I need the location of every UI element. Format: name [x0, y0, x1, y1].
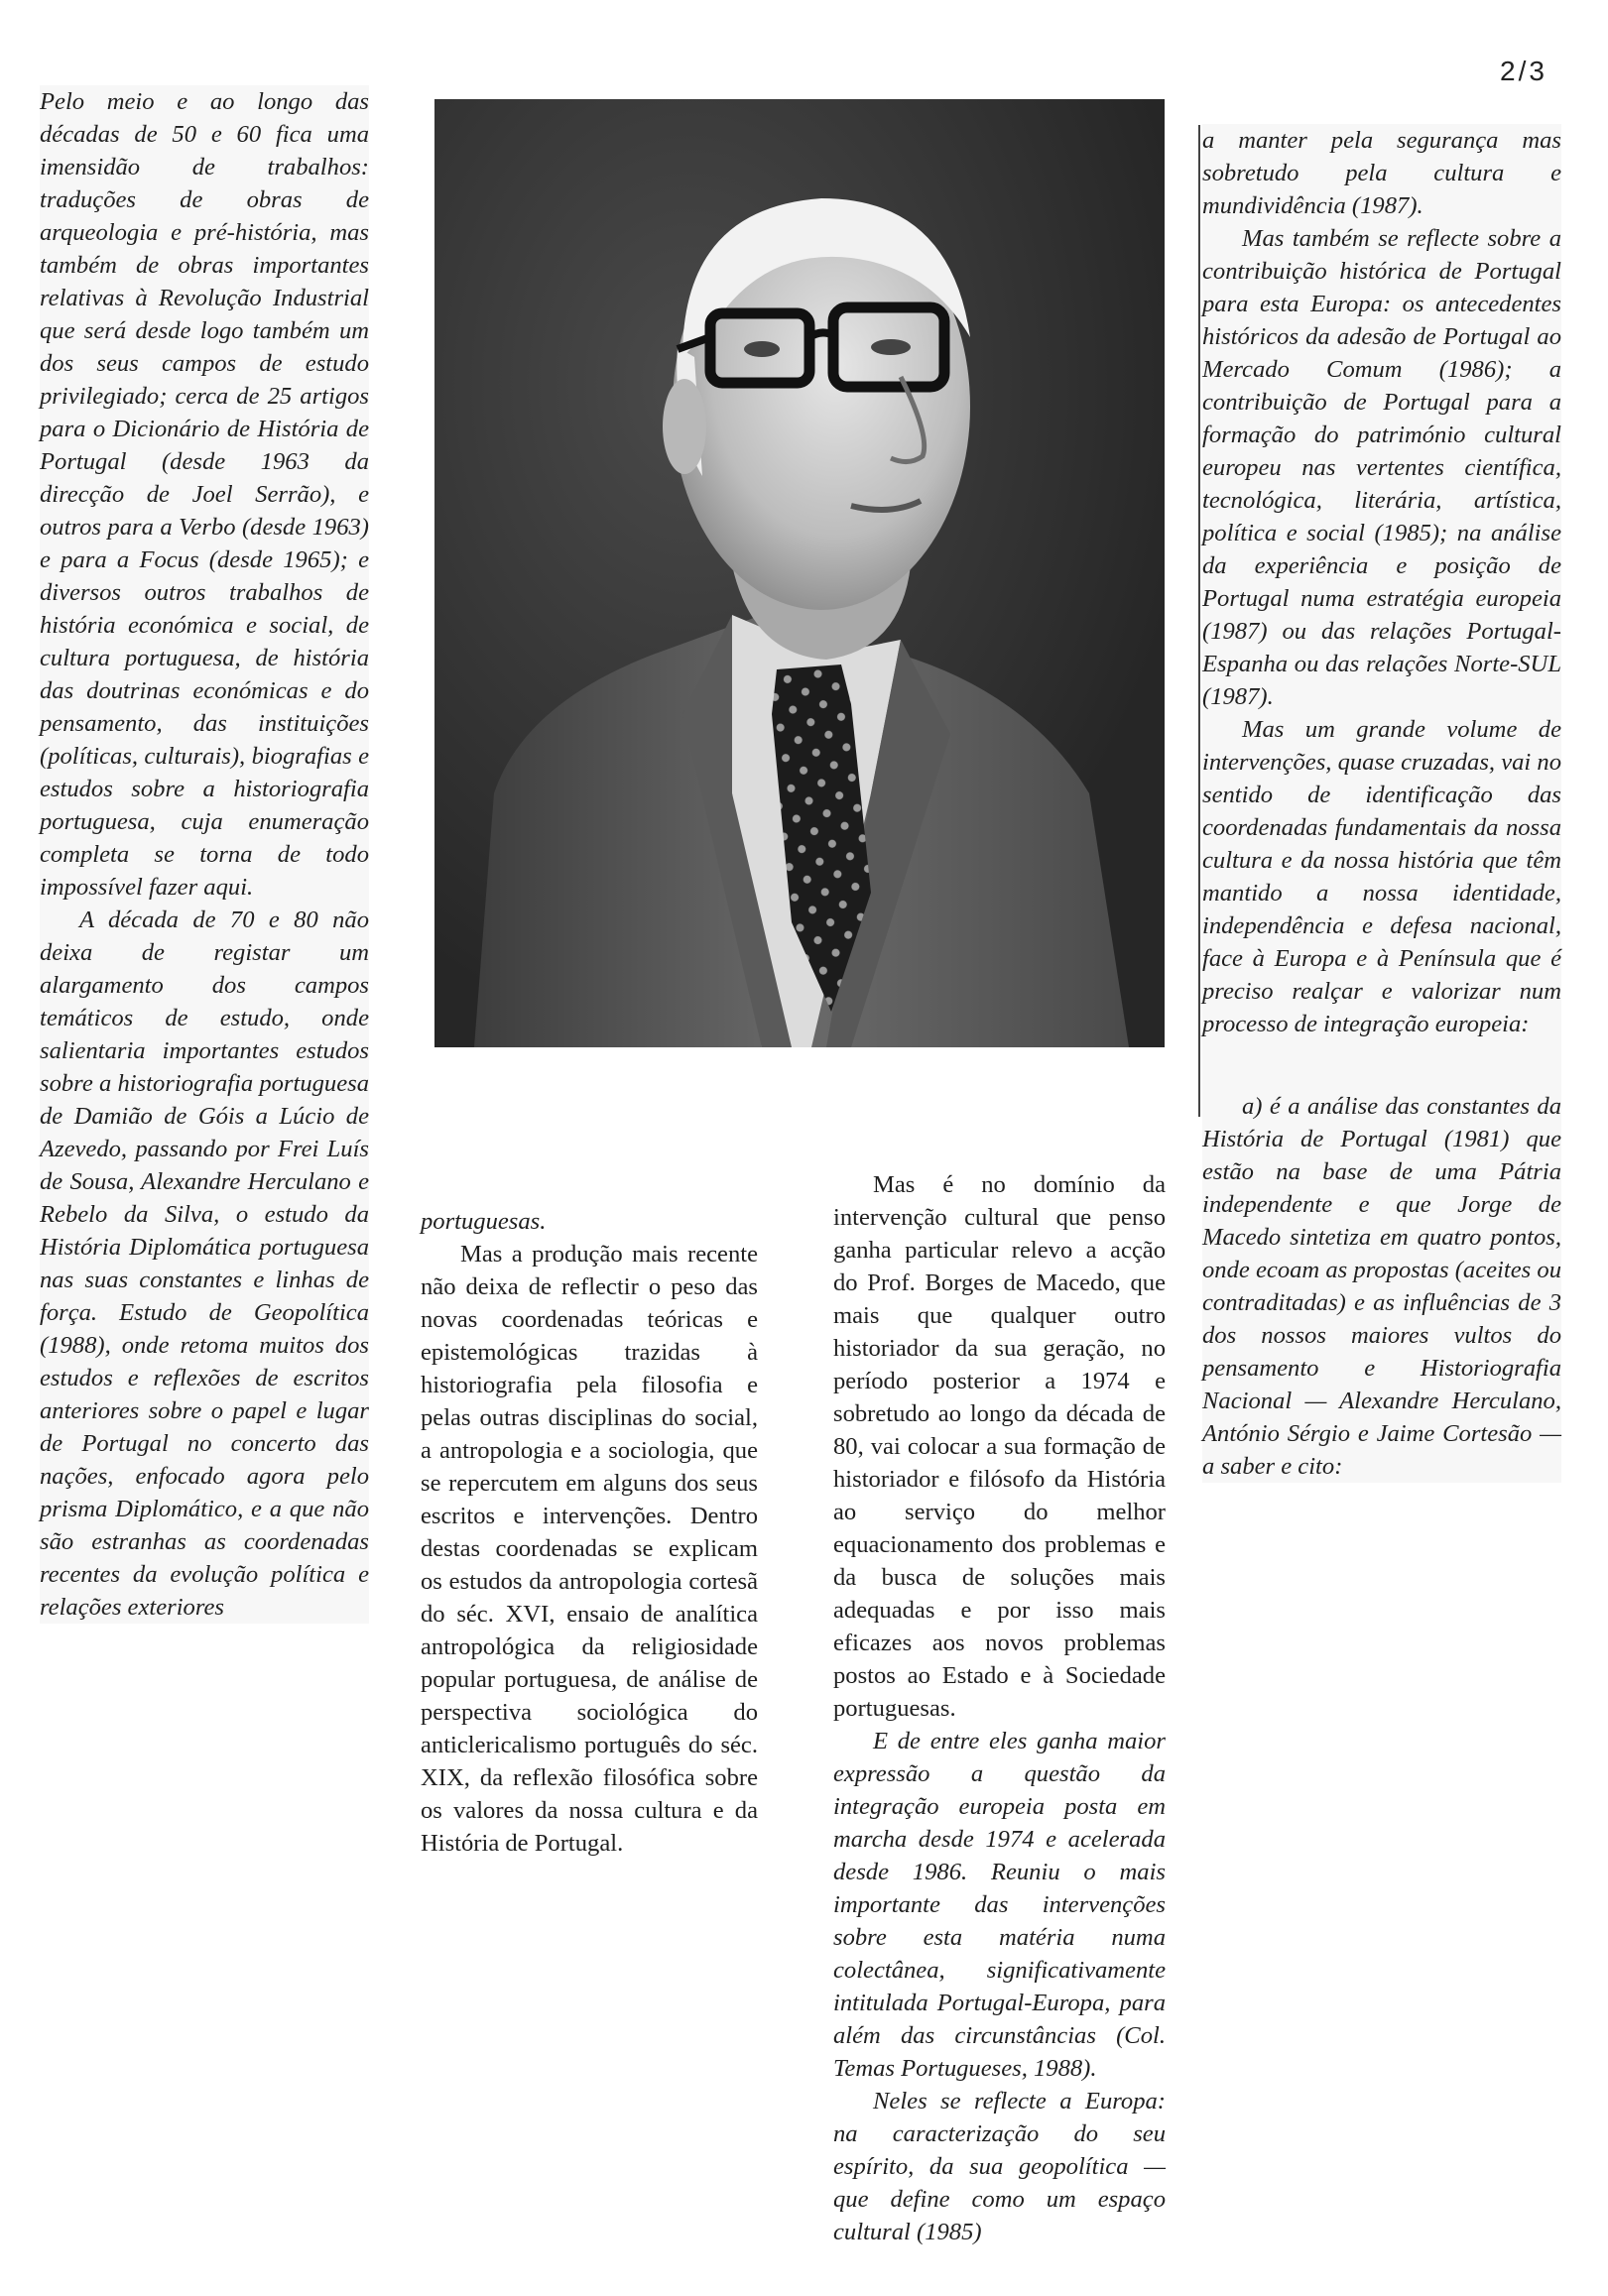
column-divider — [1198, 125, 1200, 1117]
article-column-2 — [421, 1205, 758, 1860]
column4-paragraph-3: Mas um grande volume de intervenções, quase cruzadas, vai no sentido de identificação das coordenadas fundamentais da nossa cultura e da nossa história que têm mantido a nossa identidade, independência e defesa nacional, face à Europa e à Península que é preciso realçar e valorizar num processo de integração europeia: — [1202, 716, 1562, 1037]
column3-paragraph-3: Neles se reflecte a Europa: na caracterização do seu espírito, da sua geopolítica — que define como um espaço cultural (1985) — [833, 2088, 1166, 2245]
page-number: 2/3 — [1500, 56, 1547, 86]
article-column-1 — [40, 85, 369, 1624]
column1-paragraph-2: A década de 70 e 80 não deixa de registar um alargamento dos campos temáticos de estudo, onde salientaria importantes estudos sobre a historiografia portuguesa de Damião de Góis a Lúcio de Azevedo, passando por Frei Luís de Sousa, Alexandre Herculano e Rebelo da Silva, o estudo da História Diplomática portuguesa nas suas constantes e linhas de força. Estudo de Geopolítica (1988), onde retoma muitos dos estudos e reflexões de escritos anteriores sobre o papel e lugar de Portugal no concerto das nações, enfocado agora pelo prisma Diplomático, e a que não são estranhas as coordenadas recentes da evolução política e relações exteriores — [40, 906, 369, 1621]
column2-paragraph-1: portuguesas. — [421, 1208, 547, 1235]
article-column-4 — [1202, 124, 1561, 1483]
column3-paragraph-1: Mas é no domínio da intervenção cultural que penso ganha particular relevo a acção do Prof. Borges de Macedo, que mais que qualquer outro historiador da sua geração, no período posterior a 1974 e sobretudo ao longo da década de 80, vai colocar a sua formação de historiador e filósofo da História ao serviço do melhor equacionamento dos problemas e da busca de soluções mais adequadas e por isso mais eficazes aos novos problemas postos ao Estado e à Sociedade portuguesas. — [833, 1171, 1166, 1722]
column4-paragraph-1: a manter pela segurança mas sobretudo pela cultura e mundividência (1987). — [1202, 127, 1561, 219]
column4-paragraph-2: Mas também se reflecte sobre a contribuição histórica de Portugal para esta Europa: os antecedentes históricos da adesão de Portugal ao Mercado Comum (1986); a contribuição de Portugal para a formação do património cultural europeu nas vertentes científica, tecnológica, literária, artística, política e social (1985); na análise da experiência e posição de Portugal numa estratégia europeia (1987) ou das relações Portugal-Espanha ou das relações Norte-SUL (1987). — [1202, 225, 1561, 710]
column2-paragraph-2: Mas a produção mais recente não deixa de reflectir o peso das novas coordenadas teóricas e epistemológicas trazidas à historiografia pela filosofia e pelas outras disciplinas do social, a antropologia e a sociologia, que se repercutem em alguns dos seus escritos e intervenções. Dentro destas coordenadas se explicam os estudos da antropologia cortesã do séc. XVI, ensaio de analítica antropológica da religiosidade popular portuguesa, de análise de perspectiva sociológica do anticlericalismo português do séc. XIX, da reflexão filosófica sobre os valores da nossa cultura e da História de Portugal. — [421, 1241, 758, 1857]
column1-paragraph-1: Pelo meio e ao longo das décadas de 50 e 60 fica uma imensidão de trabalhos: traduções de obras de arqueologia e pré-história, mas também de obras importantes relativas à Revolução Industrial que será desde logo também um dos seus campos de estudo privilegiado; cerca de 25 artigos para o Dicionário de História de Portugal (desde 1963 da direcção de Joel Serrão), e outros para a Verbo (desde 1963) e para a Focus (desde 1965); e diversos outros trabalhos de história económica e social, de cultura portuguesa, de história das doutrinas económicas e do pensamento, das instituições (políticas, culturais), biografias e estudos sobre a historiografia portuguesa, cuja enumeração completa se torna de todo impossível fazer aqui. — [40, 88, 369, 901]
portrait-illustration — [434, 99, 1165, 1047]
portrait-photo — [434, 99, 1165, 1047]
article-column-3 — [833, 1168, 1166, 2248]
column4-paragraph-4: a) é a análise das constantes da História de Portugal (1981) que estão na base de uma Pátria independente e que Jorge de Macedo sintetiza em quatro pontos, onde ecoam as propostas (aceites ou contraditadas) e as influências de 3 dos nossos maiores vultos do pensamento e Historiografia Nacional — Alexandre Herculano, António Sérgio e Jaime Cortesão — a saber e cito: — [1202, 1093, 1561, 1480]
column3-paragraph-2: E de entre eles ganha maior expressão a questão da integração europeia posta em marcha desde 1974 e acelerada desde 1986. Reuniu o mais importante das intervenções sobre esta matéria numa colectânea, significativamente intitulada Portugal-Europa, para além das circunstâncias (Col. Temas Portugueses, 1988). — [833, 1728, 1166, 2082]
